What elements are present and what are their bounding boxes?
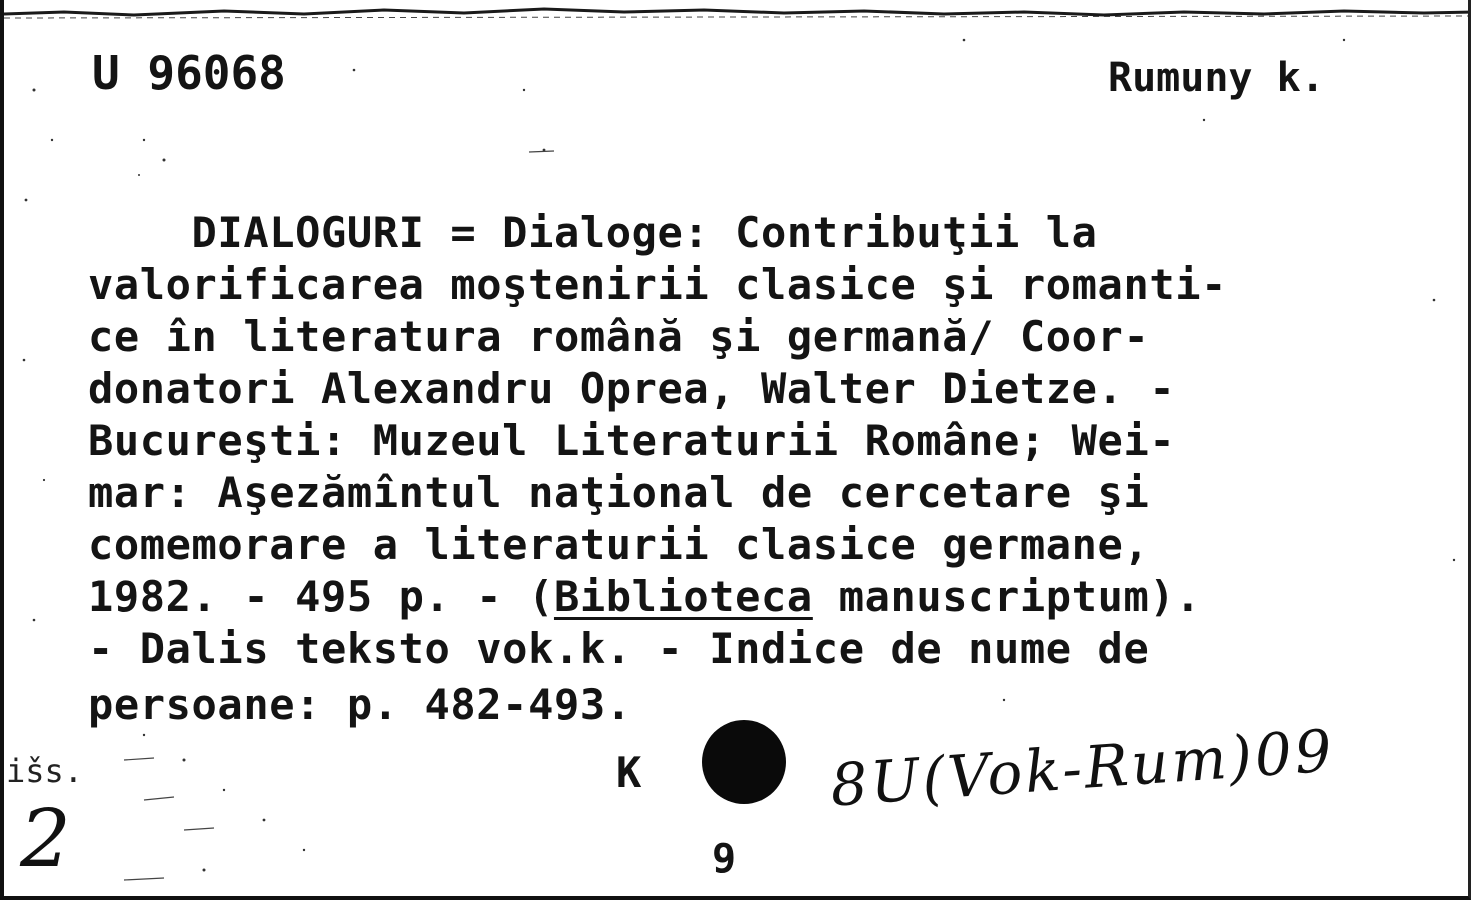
small-digit-mark: 9 [712,836,737,882]
entry-line-8-end: manuscriptum). [812,572,1202,621]
entry-line-8 [88,572,1202,621]
entry-line-5: Bucureşti: Muzeul Literaturii Române; Wei- [88,416,1176,465]
series-title-underlined: Biblioteca [553,572,813,621]
handwritten-copy-count: 2 [20,792,71,885]
handwritten-shelf-mark: 8U(Vok-Rum)09 [828,716,1337,820]
margin-note: išs. [6,752,84,790]
entry-line-6: mar: Aşezămîntul naţional de cercetare şi [88,468,1150,517]
entry-line-7: comemorare a literaturii clasice germane, [88,520,1150,569]
entry-line-2: valorificarea moştenirii clasice şi romanti- [88,260,1227,309]
ink-stamp-dot [702,720,786,804]
torn-top-edge [4,0,1471,22]
call-number: U 96068 [92,46,286,100]
entry-line-3: ce în literatura română şi germană/ Coor- [88,312,1150,361]
entry-line-9: - Dalis teksto vok.k. - Indice de nume de [88,624,1150,673]
language-heading: Rumuny k. [1108,55,1325,101]
entry-line-8-start: 1982. - 495 p. - ( [88,572,554,621]
entry-line-4: donatori Alexandru Oprea, Walter Dietze. - [88,364,1176,413]
entry-line-1: DIALOGURI = Dialoge: Contribuţii la [88,208,1098,257]
k-mark: K [616,748,642,797]
entry-line-10: persoane: p. 482-493. [88,680,632,729]
